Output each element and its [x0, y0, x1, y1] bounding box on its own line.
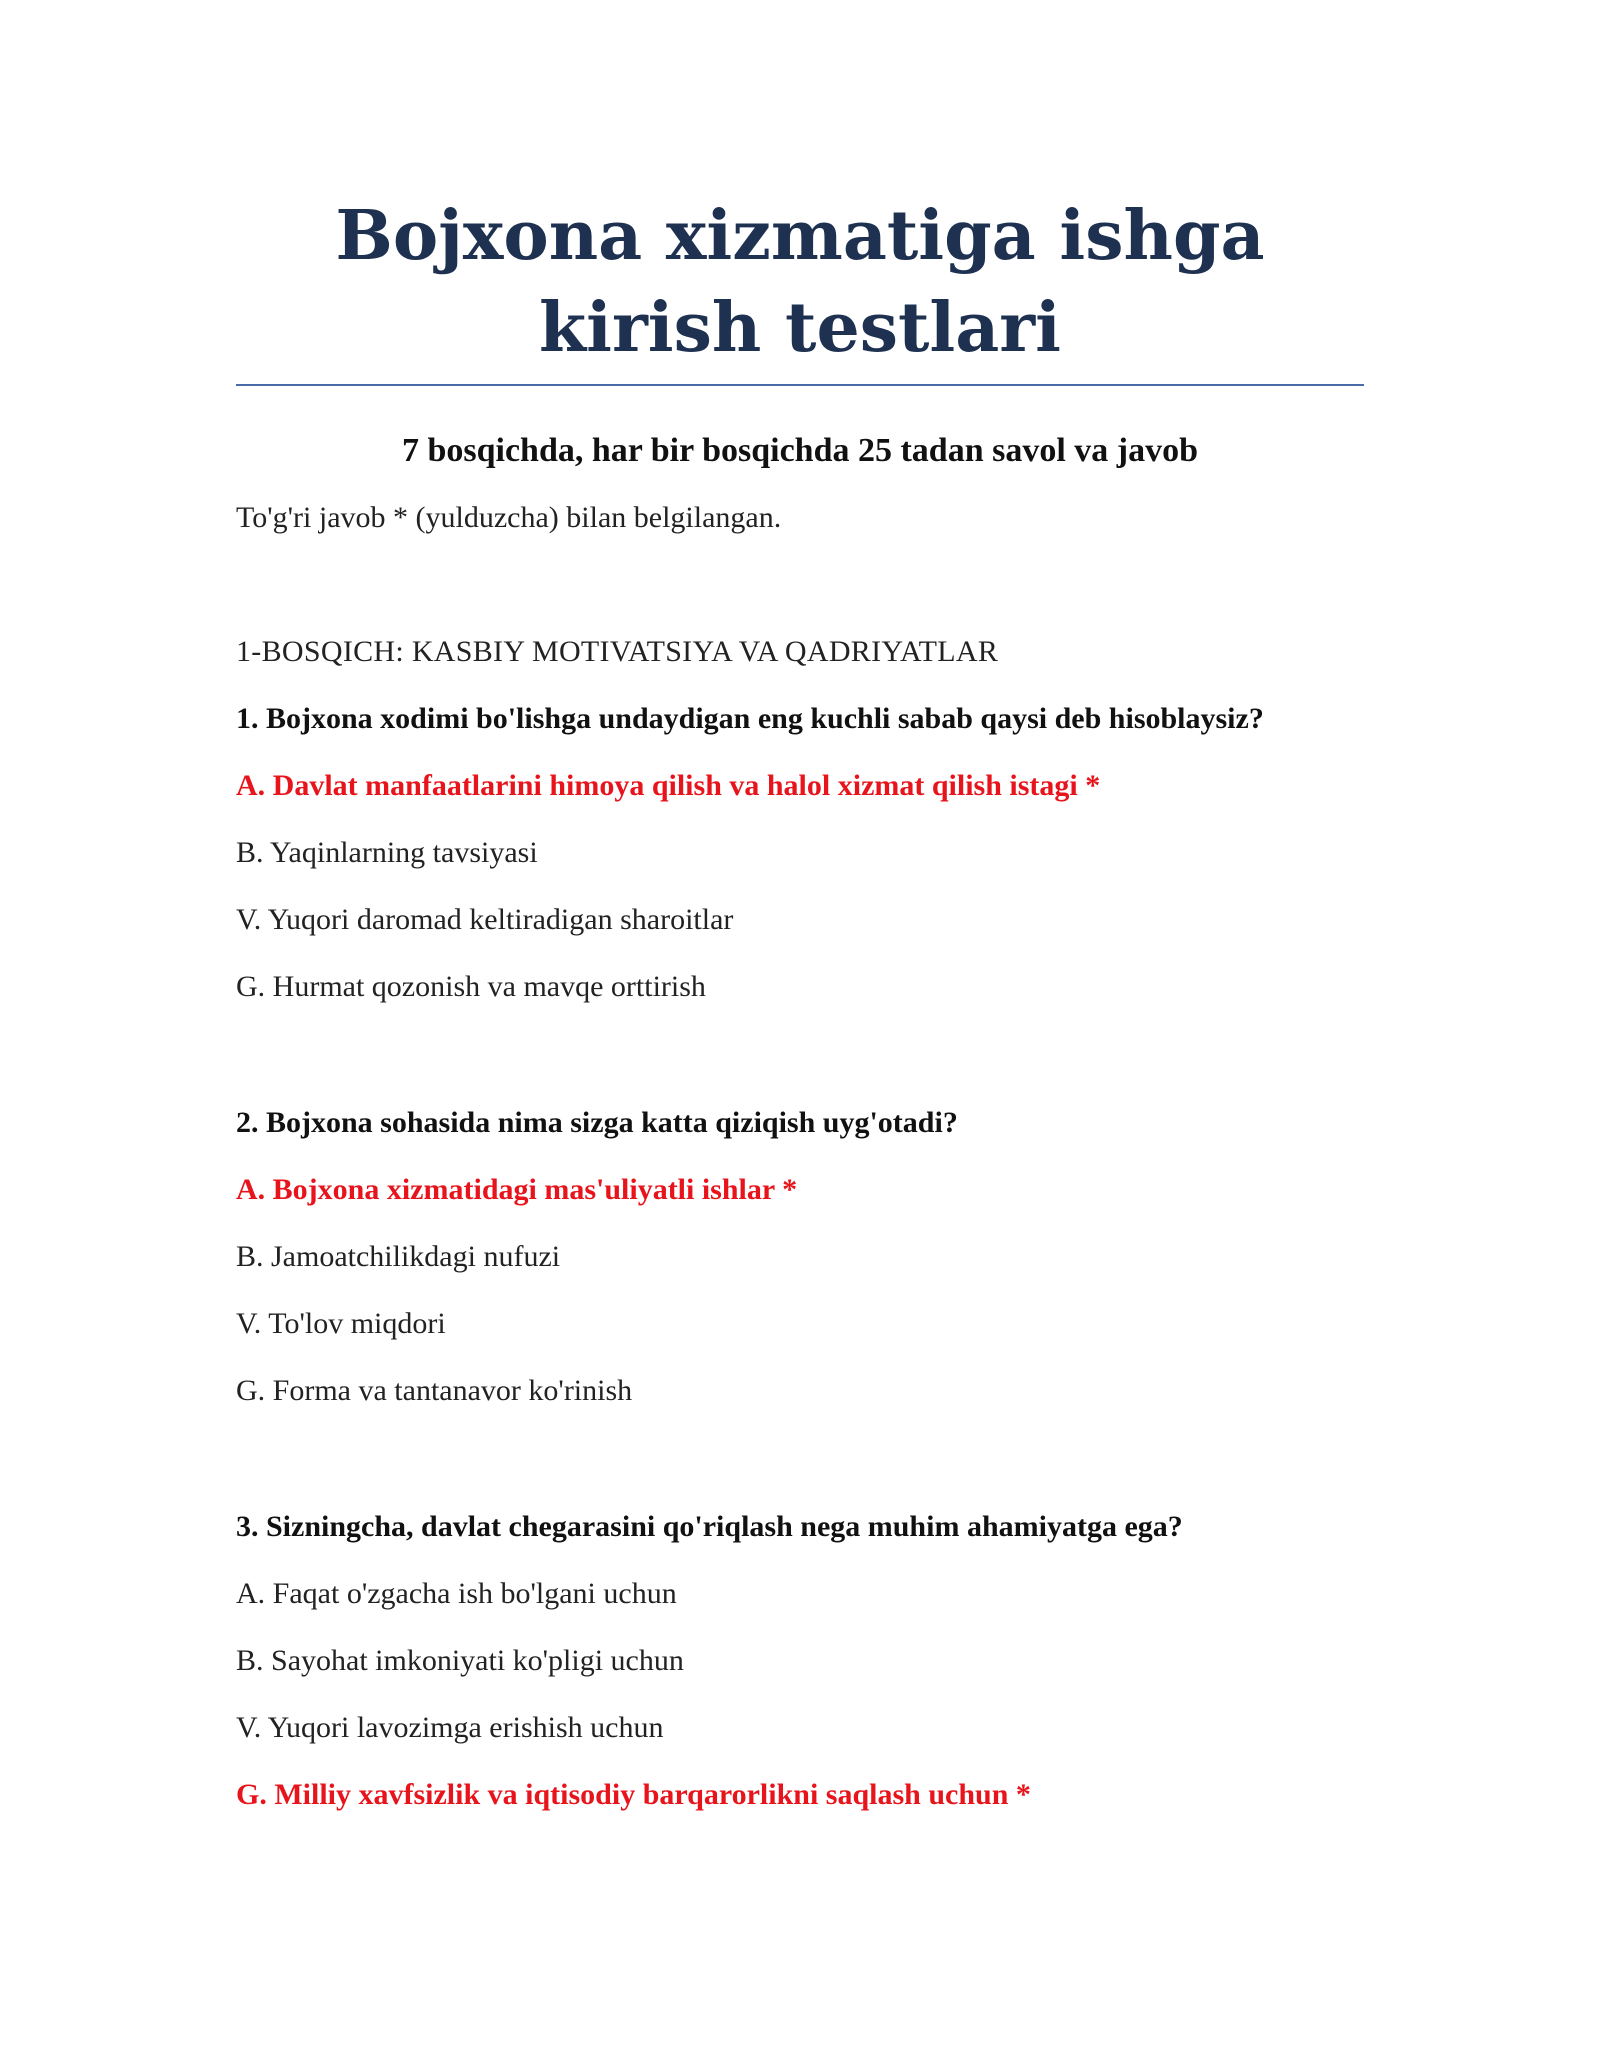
question-block	[236, 1103, 1364, 1411]
correct-answer-option: A. Bojxona xizmatidagi mas'uliyatli ishlar *	[236, 1173, 798, 1206]
title-divider	[236, 384, 1364, 386]
stage-heading: 1-BOSQICH: KASBIY MOTIVATSIYA VA QADRIYATLAR	[236, 635, 999, 668]
answer-option: B. Sayohat imkoniyati ko'pligi uchun	[236, 1644, 684, 1677]
answer-option: V. Yuqori lavozimga erishish uchun	[236, 1711, 664, 1744]
question-text: 3. Sizningcha, davlat chegarasini qo'riqlash nega muhim ahamiyatga ega?	[236, 1510, 1183, 1543]
question-block	[236, 699, 1364, 1007]
document-content	[236, 190, 1364, 1815]
correct-answer-option: A. Davlat manfaatlarini himoya qilish va halol xizmat qilish istagi *	[236, 769, 1101, 802]
question-block	[236, 1507, 1364, 1815]
answer-option: G. Forma va tantanavor ko'rinish	[236, 1374, 633, 1407]
document-title: Bojxona xizmatiga ishga kirish testlari	[335, 196, 1265, 368]
answer-option: V. Yuqori daromad keltiradigan sharoitlar	[236, 903, 734, 936]
answer-key-note: To'g'ri javob * (yulduzcha) bilan belgilangan.	[236, 501, 782, 534]
answer-option: G. Hurmat qozonish va mavqe orttirish	[236, 970, 706, 1003]
answer-option: B. Jamoatchilikdagi nufuzi	[236, 1240, 561, 1273]
answer-option: V. To'lov miqdori	[236, 1307, 446, 1340]
document-subtitle: 7 bosqichda, har bir bosqichda 25 tadan savol va javob	[401, 432, 1199, 469]
question-text: 2. Bojxona sohasida nima sizga katta qiziqish uyg'otadi?	[236, 1106, 958, 1139]
answer-option: A. Faqat o'zgacha ish bo'lgani uchun	[236, 1577, 677, 1610]
answer-option: B. Yaqinlarning tavsiyasi	[236, 836, 538, 869]
question-text: 1. Bojxona xodimi bo'lishga undaydigan eng kuchli sabab qaysi deb hisoblaysiz?	[236, 702, 1264, 735]
correct-answer-option: G. Milliy xavfsizlik va iqtisodiy barqarorlikni saqlash uchun *	[236, 1778, 1031, 1811]
